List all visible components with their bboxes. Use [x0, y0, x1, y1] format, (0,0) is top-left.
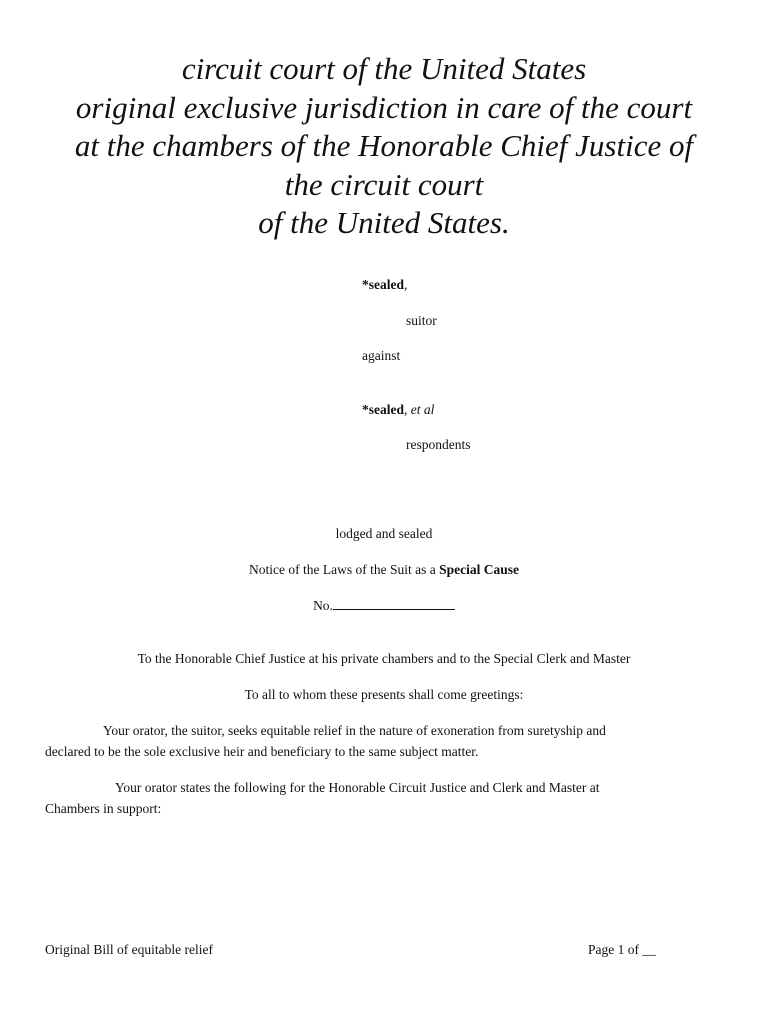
respondent-etal: et al	[410, 402, 435, 417]
case-number-line	[0, 597, 768, 614]
suitor-role: suitor	[406, 313, 437, 328]
suitor-name-suffix: ,	[404, 277, 408, 292]
address-line: To the Honorable Chief Justice at his private chambers and to the Special Clerk and Master	[137, 651, 631, 666]
paragraph-1-line-1: Your orator, the suitor, seeks equitable relief in the nature of exoneration from suretyship and	[103, 723, 606, 738]
respondent-suffix-sep: ,	[404, 402, 408, 417]
footer-page-number: Page 1 of __	[588, 942, 656, 957]
body-paragraph-1	[45, 720, 685, 762]
heading-line-2: original exclusive jurisdiction in care of the court	[75, 89, 693, 125]
paragraph-1-line-2: declared to be the sole exclusive heir and beneficiary to the same subject matter.	[45, 744, 479, 759]
heading-line-4: the circuit court	[284, 166, 484, 202]
paragraph-2-line-1: Your orator states the following for the Honorable Circuit Justice and Clerk and Master at	[115, 780, 600, 795]
case-number-blank	[333, 597, 455, 610]
case-number-label: No.	[313, 598, 333, 613]
footer-title: Original Bill of equitable relief	[45, 942, 213, 957]
notice-prefix: Notice of the Laws of the Suit as a	[249, 562, 436, 577]
heading-line-1: circuit court of the United States	[181, 51, 587, 86]
heading-line-3: at the chambers of the Honorable Chief Justice of	[74, 128, 694, 163]
versus-label: against	[362, 348, 401, 363]
suitor-name-line	[362, 277, 407, 293]
body-paragraph-2	[45, 777, 685, 819]
notice-special-cause: Special Cause	[439, 562, 519, 577]
filing-status: lodged and sealed	[335, 526, 433, 541]
greetings-line: To all to whom these presents shall come greetings:	[244, 687, 524, 702]
paragraph-2-line-2: Chambers in support:	[45, 801, 162, 816]
heading-line-5: of the United States.	[258, 205, 510, 240]
respondent-name: *sealed	[362, 402, 404, 417]
respondent-name-line	[362, 402, 434, 418]
respondent-role: respondents	[406, 437, 471, 452]
court-heading	[0, 50, 768, 243]
notice-line	[0, 562, 768, 578]
suitor-name: *sealed	[362, 277, 404, 292]
